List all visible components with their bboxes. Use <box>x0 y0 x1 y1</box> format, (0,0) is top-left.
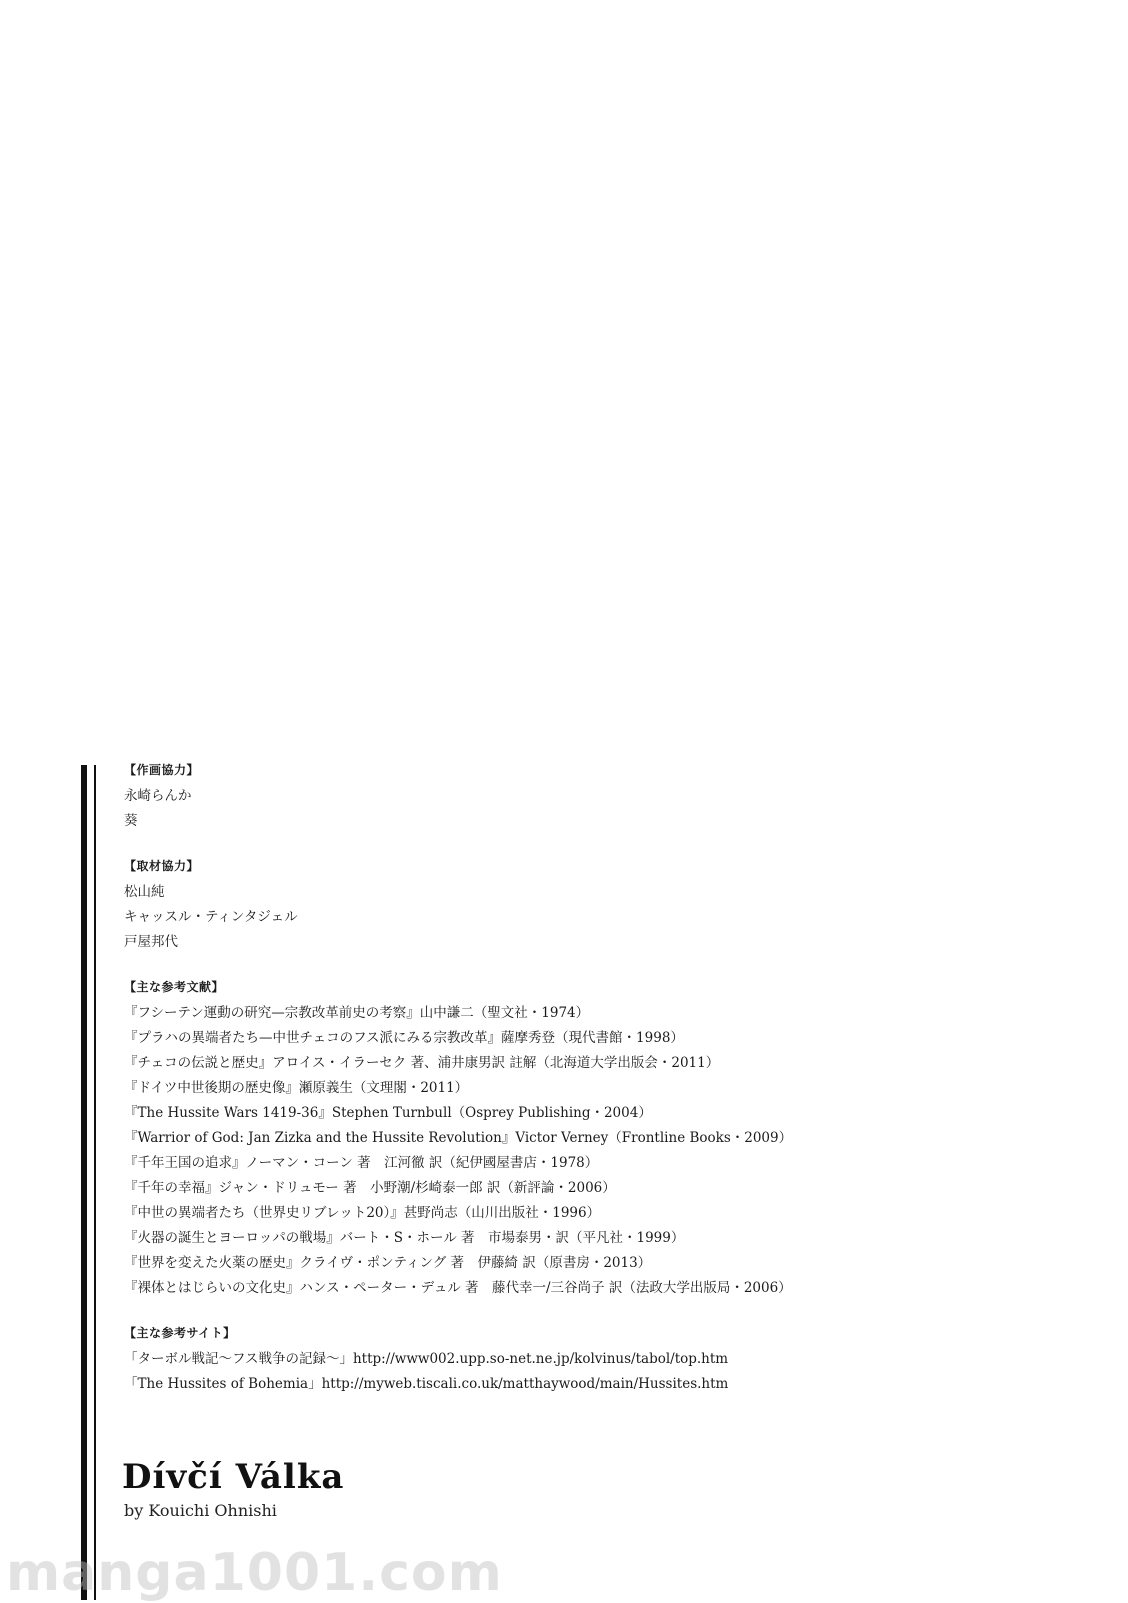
title-block <box>122 1455 344 1523</box>
reference-item: 『チェコの伝説と歴史』アロイス・イラーセク 著、浦井康男訳 註解（北海道大学出版会・2011） <box>124 1055 720 1071</box>
reference-sites-heading: 【主な参考サイト】 <box>124 1326 236 1340</box>
reference-item: 『火器の誕生とヨーロッパの戦場』バート・S・ホール 著 市場泰男・訳（平凡社・1999） <box>124 1230 685 1246</box>
research-cooperation-section <box>124 856 1104 955</box>
research-cooperator-name: キャッスル・ティンタジェル <box>124 909 298 925</box>
author-byline: by Kouichi Ohnishi <box>124 1501 277 1520</box>
reference-site-item: 「The Hussites of Bohemia」http://myweb.tiscali.co.uk/matthaywood/main/Hussites.htm <box>124 1376 729 1392</box>
drawing-assistance-heading: 【作画協力】 <box>124 763 200 777</box>
reference-item: 『世界を変えた火薬の歴史』クライヴ・ポンティング 著 伊藤綺 訳（原書房・2013） <box>124 1255 652 1271</box>
drawing-assistant-name: 永崎らんか <box>124 788 192 804</box>
reference-item: 『Warrior of God: Jan Zizka and the Hussite Revolution』Victor Verney（Frontline Books・2009） <box>124 1130 793 1146</box>
reference-item: 『中世の異端者たち（世界史リブレット20）』甚野尚志（山川出版社・1996） <box>124 1205 601 1221</box>
series-logo: Dívčí Válka <box>122 1457 345 1497</box>
references-heading: 【主な参考文献】 <box>124 980 225 994</box>
reference-item: 『プラハの異端者たち—中世チェコのフス派にみる宗教改革』薩摩秀登（現代書館・1998） <box>124 1030 684 1046</box>
reference-item: 『フシーテン運動の研究—宗教改革前史の考察』山中謙二（聖文社・1974） <box>124 1005 590 1021</box>
reference-item: 『The Hussite Wars 1419-36』Stephen Turnbull（Osprey Publishing・2004） <box>124 1105 652 1121</box>
reference-item: 『千年の幸福』ジャン・ドリュモー 著 小野潮/杉崎泰一郎 訳（新評論・2006） <box>124 1180 616 1196</box>
reference-sites-section <box>124 1323 1104 1397</box>
research-cooperation-heading: 【取材協力】 <box>124 859 200 873</box>
reference-item: 『ドイツ中世後期の歴史像』瀬原義生（文理閣・2011） <box>124 1080 469 1096</box>
research-cooperator-name: 戸屋邦代 <box>124 934 178 950</box>
left-margin-rule-thick <box>81 765 87 1600</box>
drawing-assistant-name: 葵 <box>124 813 138 829</box>
reference-site-item: 「ターボル戦記〜フス戦争の記録〜」http://www002.upp.so-net.ne.jp/kolvinus/tabol/top.htm <box>124 1351 729 1367</box>
credits-block <box>124 760 1104 1397</box>
research-cooperator-name: 松山純 <box>124 884 165 900</box>
reference-item: 『裸体とはじらいの文化史』ハンス・ペーター・デュル 著 藤代幸一/三谷尚子 訳（法政大学出版局・2006） <box>124 1280 792 1296</box>
site-watermark: manga1001.com <box>6 1543 503 1603</box>
left-margin-rule-thin <box>94 765 96 1600</box>
references-section <box>124 977 1104 1301</box>
reference-item: 『千年王国の追求』ノーマン・コーン 著 江河徹 訳（紀伊國屋書店・1978） <box>124 1155 599 1171</box>
drawing-assistance-section <box>124 760 1104 834</box>
